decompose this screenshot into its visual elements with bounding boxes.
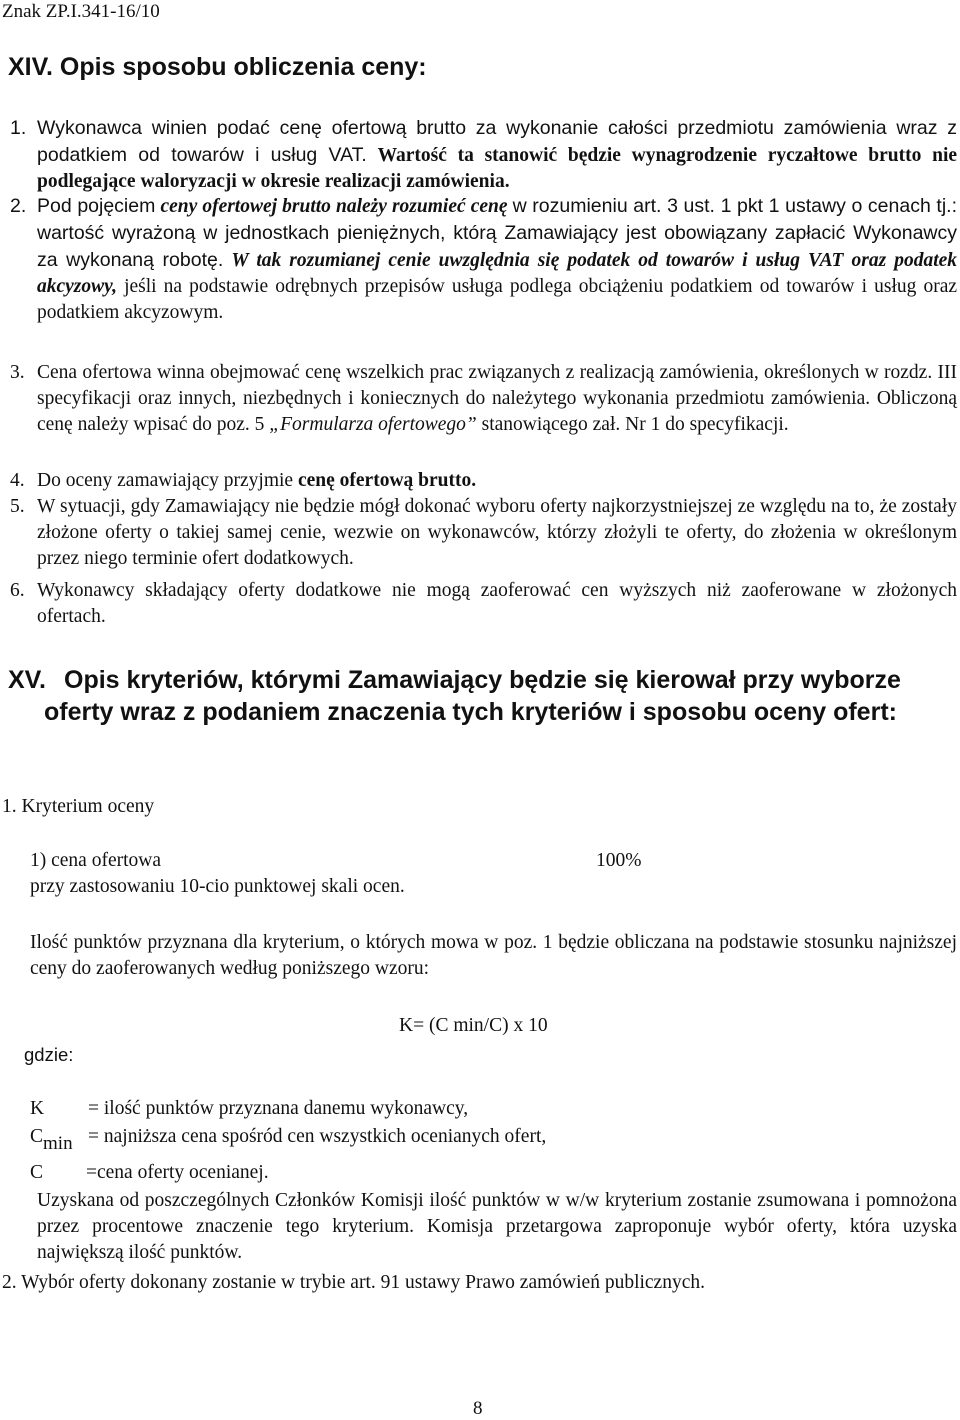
item-6-text: Wykonawcy składający oferty dodatkowe nie mogą zaoferować cen wyższych niż zaoferowane w złożonych ofertach. <box>37 580 957 627</box>
points-text: Ilość punktów przyznana dla kryterium, o których mowa w poz. 1 będzie obliczana na podstawie stosunku najniższej ceny do zaoferowanych według poniższego wzoru: <box>30 932 957 979</box>
summary-paragraph <box>37 1188 957 1266</box>
criterion-2: 2. Wybór oferty dokonany zostanie w trybie art. 91 ustawy Prawo zamówień publicznych. <box>2 1272 705 1293</box>
item-2-tax-note: W tak rozumianej cenie uwzględnia się podatek od towarów i usług VAT oraz podatek akcyzowy, <box>37 250 958 297</box>
def-cmin-subscript: min <box>43 1133 73 1154</box>
def-cmin-letter: C <box>30 1126 44 1147</box>
def-k-text: = ilość punktów przyznana danemu wykonawcy, <box>88 1098 469 1119</box>
item-2-text-c: w rozumieniu art. 3 ust. 1 pkt 1 ustawy o cenach tj.: wartość wyrażoną w jednostkach pieniężnych, którą Zamawiający jest obowiązany zapłacić Wykonawcy za wykonaną robotę. <box>37 195 957 271</box>
item-2-text-e: jeśli na podstawie odrębnych przepisów usługa podlega obciążeniu podatkiem od towarów i usług oraz podatkiem akcyzowym. <box>37 276 958 323</box>
criterion-item: 1) cena ofertowa <box>30 850 162 871</box>
def-cmin-symbol <box>30 1124 73 1154</box>
item-4-paragraph <box>37 468 957 494</box>
item-3-form-name: „Formularza ofertowego” <box>269 414 477 435</box>
def-c-symbol: C <box>30 1162 44 1183</box>
where-label: gdzie: <box>24 1044 74 1065</box>
item-1-text: Wykonawca winien podać cenę ofertową brutto za wykonanie całości przedmiotu zamówienia wraz z podatkiem od towarów i usług VAT. <box>37 117 957 166</box>
document-reference: Znak ZP.I.341-16/10 <box>2 1 160 22</box>
def-k-symbol: K <box>30 1098 45 1119</box>
item-2-text-a: Pod pojęciem <box>37 195 156 217</box>
item-5-paragraph <box>37 494 957 572</box>
section-15-number: XV. <box>8 666 47 694</box>
page-number: 8 <box>473 1398 483 1419</box>
def-c-text: =cena oferty ocenianej. <box>86 1162 269 1183</box>
item-6-number: 6. <box>10 580 25 601</box>
criterion-scale: przy zastosowaniu 10-cio punktowej skali ocen. <box>30 876 405 897</box>
def-cmin-text: = najniższa cena spośród cen wszystkich ocenianych ofert, <box>88 1126 547 1147</box>
item-2-paragraph <box>37 193 957 349</box>
section-14-title: XIV. Opis sposobu obliczenia ceny: <box>8 53 427 81</box>
item-3-paragraph <box>37 360 957 464</box>
item-2-bold-italic: ceny ofertowej brutto należy rozumieć cenę <box>160 196 508 217</box>
item-5-text: W sytuacji, gdy Zamawiający nie będzie mógł dokonać wyboru oferty najkorzystniejszej ze względu na to, że zostały złożone oferty o takiej samej cenie, wezwie on wykonawców, którzy złożyli te oferty, do złożenia w określonym przez niego terminie ofert dodatkowych. <box>37 496 957 569</box>
item-5-number: 5. <box>10 496 25 517</box>
item-4-text-a: Do oceny zamawiający przyjmie <box>37 470 294 491</box>
item-3-text-c: stanowiącego zał. Nr 1 do specyfikacji. <box>481 414 789 435</box>
item-4-number: 4. <box>10 470 25 491</box>
item-2-number: 2. <box>10 195 27 217</box>
item-1-paragraph <box>37 115 957 193</box>
criterion-heading: 1. Kryterium oceny <box>2 796 155 817</box>
item-3-number: 3. <box>10 362 25 383</box>
item-1-number: 1. <box>10 117 27 139</box>
item-4-bold: cenę ofertową brutto. <box>297 470 477 491</box>
item-6-paragraph <box>37 578 957 630</box>
score-formula: K= (C min/C) x 10 <box>399 1015 548 1036</box>
item-1-bold-text: Wartość ta stanowić będzie wynagrodzenie ryczałtowe brutto nie podlegające waloryzacji w okresie realizacji zamówienia. <box>37 145 958 192</box>
section-15-title: Opis kryteriów, którymi Zamawiający będzie się kierował przy wyborze oferty wraz z podaniem znaczenia tych kryteriów i sposobu oceny ofert: <box>44 666 901 726</box>
item-3-text-a: Cena ofertowa winna obejmować cenę wszelkich prac związanych z realizacją zamówienia, określonych w rozdz. III specyfikacji oraz innych, niezbędnych i koniecznych do należytego wykonania przedmiotu zamówienia. Obliczoną cenę należy wpisać do poz. 5 <box>37 362 957 435</box>
points-description <box>30 930 957 982</box>
criterion-weight: 100% <box>596 850 642 871</box>
summary-text: Uzyskana od poszczególnych Członków Komisji ilość punktów w w/w kryterium zostanie zsumowana i pomnożona przez procentowe znaczenie tego kryterium. Komisja przetargowa zaproponuje wybór oferty, która uzyska największą ilość punktów. <box>37 1190 957 1263</box>
